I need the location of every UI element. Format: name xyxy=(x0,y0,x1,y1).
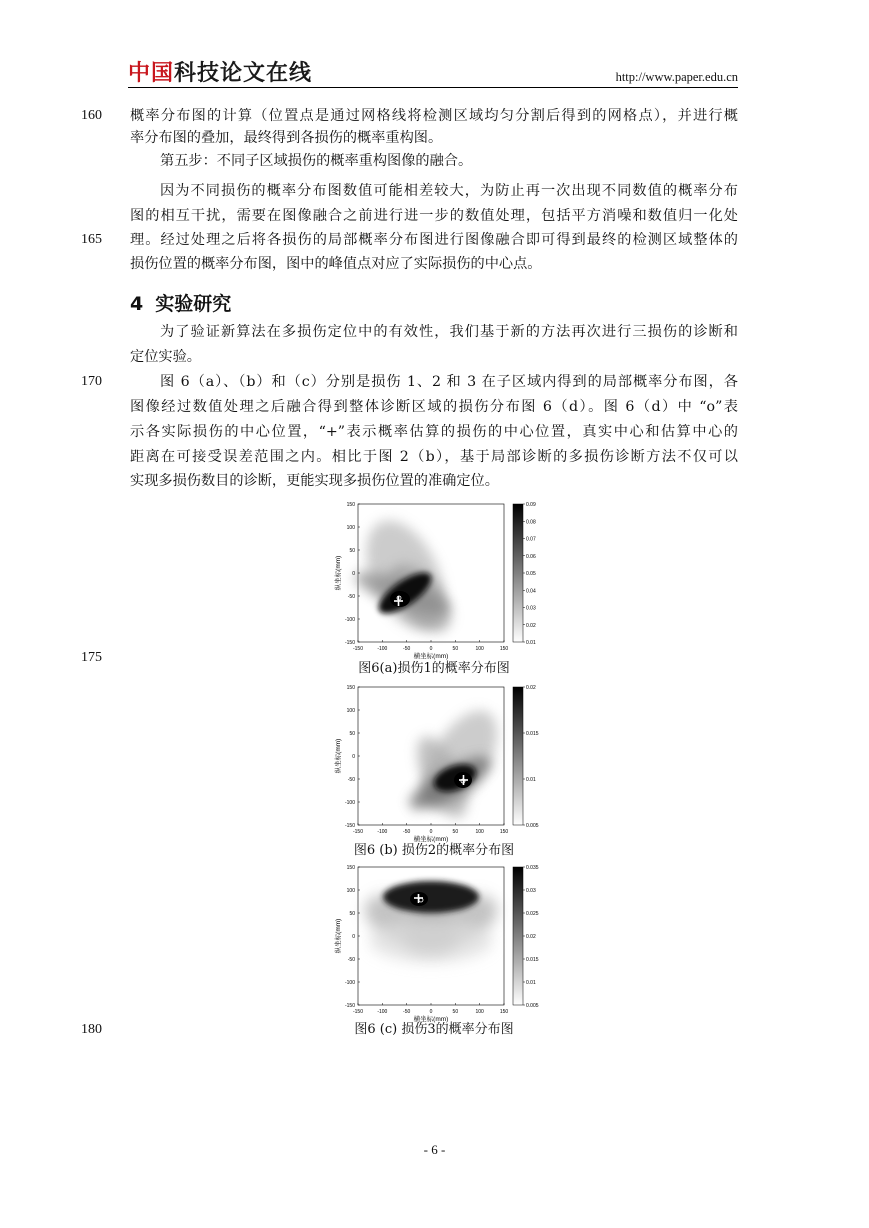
x-tick-label: 50 xyxy=(452,646,459,652)
y-tick-label: -150 xyxy=(344,640,355,646)
colorbar-ticks xyxy=(523,502,536,646)
x-tick-label: 150 xyxy=(499,646,509,652)
colorbar xyxy=(513,867,523,1005)
y-tick-label: -100 xyxy=(344,617,355,623)
x-tick-label: 100 xyxy=(475,646,484,652)
y-tick-label: 150 xyxy=(346,685,355,691)
x-tick-label: -150 xyxy=(352,829,364,835)
y-tick-label: 100 xyxy=(346,525,355,531)
header-rule xyxy=(128,87,738,88)
x-tick-label: 50 xyxy=(452,829,459,835)
x-axis-label: 横坐标(mm) xyxy=(413,653,449,660)
line-number: 175 xyxy=(81,650,102,665)
y-tick-label: -100 xyxy=(344,800,355,806)
x-tick-label: 100 xyxy=(475,1009,484,1015)
paragraph-line: 图 6（a）、（b）和（c）分别是损伤 1、2 和 3 在子区域内得到的局部概率分布图，各 xyxy=(160,374,738,390)
colorbar-tick-label: 0.02 xyxy=(526,622,536,629)
logo-part-1: 中国 xyxy=(128,61,175,86)
colorbar-tick-label: 0.02 xyxy=(526,934,536,940)
paragraph-line: 损伤位置的概率分布图，图中的峰值点对应了实际损伤的中心点。 xyxy=(130,256,542,272)
y-tick-label: 0 xyxy=(352,571,355,577)
paragraph-line: 率分布图的叠加，最终得到各损伤的概率重构图。 xyxy=(130,130,443,146)
x-tick-label: 0 xyxy=(429,829,433,835)
paragraph-line: 定位实验。 xyxy=(130,349,201,365)
x-tick-label: 150 xyxy=(499,829,509,835)
paragraph-line: 概率分布图的计算（位置点是通过网格线将检测区域均匀分割后得到的网格点），并进行概 xyxy=(130,108,738,124)
colorbar-tick-label: 0.015 xyxy=(526,731,539,737)
page-number: - 6 - xyxy=(423,1142,446,1157)
paragraph-line: 实现多损伤数目的诊断，更能实现多损伤位置的准确定位。 xyxy=(130,473,499,489)
colorbar-tick-label: 0.06 xyxy=(526,553,536,560)
x-tick-label: 0 xyxy=(429,1009,433,1015)
figure-caption: 图6 (c) 损伤3的概率分布图 xyxy=(354,1022,514,1037)
figure-6c xyxy=(330,861,550,1023)
paragraph-line: 因为不同损伤的概率分布图数值可能相差较大，为防止再一次出现不同数值的概率分布 xyxy=(160,183,738,199)
colorbar-tick-label: 0.01 xyxy=(526,777,536,783)
figure-6b xyxy=(330,681,550,843)
y-tick-label: 0 xyxy=(352,934,355,940)
y-tick-label: 50 xyxy=(349,731,355,737)
colorbar xyxy=(513,504,523,642)
paragraph-line: 距离在可接受误差范围之内。相比于图 2（b），基于局部诊断的多损伤诊断方法不仅可以 xyxy=(130,449,738,465)
y-tick-label: -50 xyxy=(347,594,355,600)
header-url[interactable]: http://www.paper.edu.cn xyxy=(615,70,738,84)
figure-6a xyxy=(330,498,550,660)
colorbar-tick-label: 0.04 xyxy=(526,588,536,595)
figure-caption: 图6 (b) 损伤2的概率分布图 xyxy=(353,843,515,858)
x-tick-label: -100 xyxy=(377,829,388,835)
y-tick-label: -50 xyxy=(347,777,355,783)
y-tick-label: -50 xyxy=(347,957,355,963)
y-tick-label: 150 xyxy=(346,502,355,508)
section-title: 实验研究 xyxy=(155,293,232,315)
x-tick-label: -50 xyxy=(403,829,411,835)
x-tick-label: 0 xyxy=(429,646,433,652)
line-number: 180 xyxy=(81,1022,102,1037)
colorbar-tick-label: 0.05 xyxy=(526,571,536,577)
colorbar-tick-label: 0.08 xyxy=(526,519,536,526)
y-tick-label: -150 xyxy=(344,1003,355,1009)
journal-logo xyxy=(128,61,312,87)
y-tick-label: -100 xyxy=(344,980,355,986)
colorbar xyxy=(513,687,523,825)
paragraph-line: 图像经过数值处理之后融合得到整体诊断区域的损伤分布图 6（d）。图 6（d）中 “o”表 xyxy=(130,399,738,415)
line-number: 165 xyxy=(81,232,102,247)
line-number: 170 xyxy=(81,374,102,389)
y-tick-label: 50 xyxy=(349,548,355,554)
colorbar-tick-label: 0.09 xyxy=(526,502,536,508)
y-tick-label: 100 xyxy=(346,708,355,714)
x-axis-label: 横坐标(mm) xyxy=(413,1016,449,1023)
colorbar-tick-label: 0.005 xyxy=(526,823,539,829)
section-heading xyxy=(130,289,231,316)
section-number: 4 xyxy=(130,293,144,315)
colorbar-tick-label: 0.07 xyxy=(526,536,536,543)
paragraph-line: 示各实际损伤的中心位置，“+”表示概率估算的损伤的中心位置，真实中心和估算中心的 xyxy=(130,424,738,440)
x-tick-label: -50 xyxy=(403,1009,411,1015)
paragraph-line: 图的相互干扰，需要在图像融合之前进行进一步的数值处理，包括平方消噪和数值归一化处 xyxy=(130,208,738,224)
y-tick-label: 150 xyxy=(346,865,355,871)
y-axis-label: 纵坐标(mm) xyxy=(335,738,342,774)
x-tick-label: 100 xyxy=(475,829,484,835)
x-tick-label: -150 xyxy=(352,1009,364,1015)
colorbar-tick-label: 0.02 xyxy=(526,685,536,691)
x-axis-label: 横坐标(mm) xyxy=(413,836,449,843)
x-tick-label: -100 xyxy=(377,646,388,652)
colorbar-tick-label: 0.01 xyxy=(526,980,536,986)
paragraph-line: 理。经过处理之后将各损伤的局部概率分布图进行图像融合即可得到最终的检测区域整体的 xyxy=(130,232,738,248)
colorbar-tick-label: 0.035 xyxy=(526,865,539,871)
x-tick-label: 50 xyxy=(452,1009,459,1015)
y-tick-label: 50 xyxy=(349,911,355,917)
colorbar-ticks xyxy=(523,865,539,1009)
y-axis-label: 纵坐标(mm) xyxy=(335,555,342,591)
y-tick-label: 100 xyxy=(346,888,355,894)
paragraph-line: 为了验证新算法在多损伤定位中的有效性，我们基于新的方法再次进行三损伤的诊断和 xyxy=(160,324,738,340)
colorbar-tick-label: 0.03 xyxy=(526,605,536,612)
y-tick-label: -150 xyxy=(344,823,355,829)
x-tick-label: -150 xyxy=(352,646,364,652)
x-tick-label: -50 xyxy=(403,646,411,652)
x-tick-label: 150 xyxy=(499,1009,509,1015)
colorbar-tick-label: 0.01 xyxy=(526,640,536,646)
y-tick-label: 0 xyxy=(352,754,355,760)
figure-caption: 图6(a)损伤1的概率分布图 xyxy=(358,661,510,676)
colorbar-tick-label: 0.015 xyxy=(526,957,539,963)
colorbar-tick-label: 0.005 xyxy=(526,1003,539,1009)
colorbar-tick-label: 0.025 xyxy=(526,911,539,917)
logo-part-2: 科技论文在线 xyxy=(174,61,313,86)
y-axis-label: 纵坐标(mm) xyxy=(335,918,342,954)
step-five: 第五步：不同子区域损伤的概率重构图像的融合。 xyxy=(160,153,473,169)
colorbar-ticks xyxy=(523,685,539,829)
colorbar-tick-label: 0.03 xyxy=(526,888,536,894)
x-tick-label: -100 xyxy=(377,1009,388,1015)
line-number: 160 xyxy=(81,108,102,123)
